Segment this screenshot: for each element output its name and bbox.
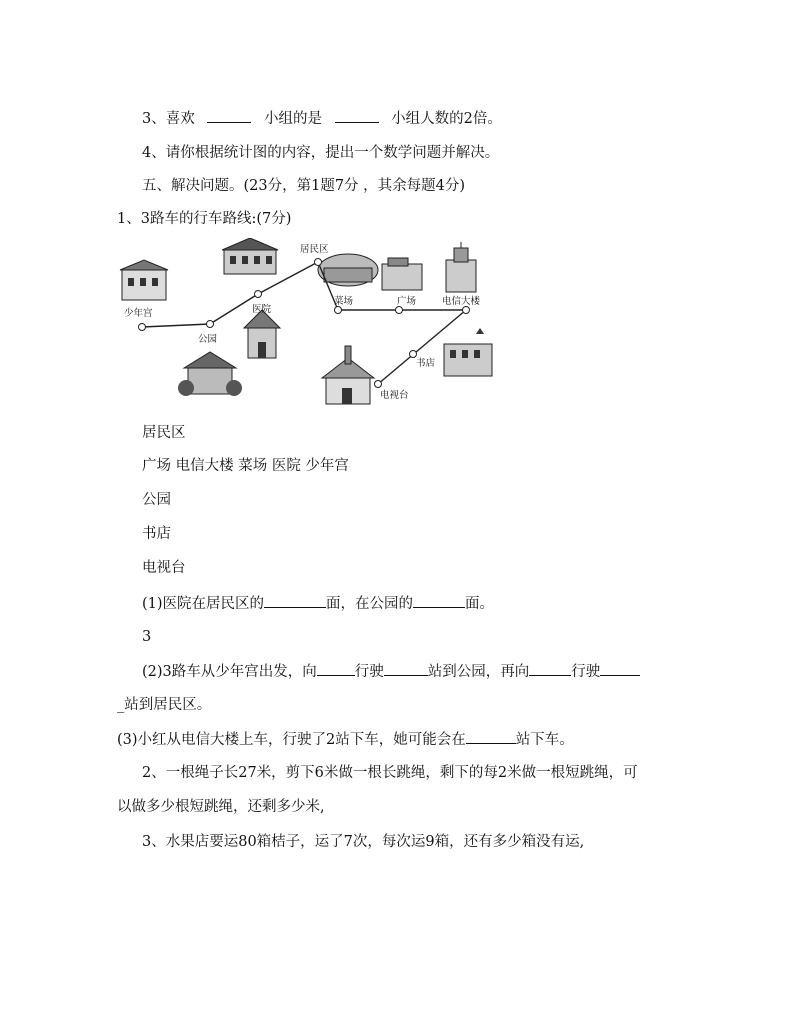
- label-dianxin: 电信大楼: [442, 296, 481, 307]
- stop-jumingqu[interactable]: [315, 259, 322, 266]
- sq3-text-b: 站下车。: [515, 732, 574, 748]
- problem-1-title: 1、3路车的行车路线:(7分): [117, 211, 292, 227]
- sub-question-3: [117, 729, 574, 750]
- label-shudian: 书店: [416, 358, 436, 369]
- sub-question-2-cont: _站到居民区。: [117, 697, 212, 713]
- stop-guangchang[interactable]: [396, 307, 403, 314]
- stop-list-line-2: 广场 电信大楼 菜场 医院 少年宫: [142, 458, 349, 474]
- sq3-text-a: (3)小红从电信大楼上车，行驶了2站下车，她可能会在: [117, 732, 466, 748]
- sq2-text-c: 站到公园，再向: [427, 664, 530, 680]
- label-shaoniangong: 少年宫: [124, 308, 153, 319]
- hospital-building-icon: [244, 310, 280, 358]
- telecom-tower-building-icon: [446, 242, 476, 292]
- sq2-text-d: 行驶: [571, 664, 601, 680]
- question-2-line-2: 以做多少根短跳绳，还剩多少米,: [117, 799, 325, 815]
- stop-dianshitai[interactable]: [375, 381, 382, 388]
- sq2-text-b: 行驶: [354, 664, 384, 680]
- q3-text-a: 3、喜欢: [142, 111, 195, 127]
- sq3-blank-1[interactable]: [466, 729, 516, 744]
- sq2-blank-1[interactable]: [317, 661, 355, 676]
- bus-route-map: [112, 238, 502, 408]
- bookstore-building-icon: [444, 328, 492, 376]
- sq1-blank-2[interactable]: [413, 593, 465, 608]
- residential-building-icon: [222, 238, 278, 274]
- stop-yiyuan[interactable]: [255, 291, 262, 298]
- stop-list-line-5: 电视台: [142, 560, 186, 576]
- stop-shaoniangong[interactable]: [139, 324, 146, 331]
- sq2-blank-3[interactable]: [529, 661, 571, 676]
- sq1-blank-1[interactable]: [264, 593, 326, 608]
- market-building-icon: [318, 254, 378, 286]
- sq2-text-a: (2)3路车从少年宫出发，向: [142, 664, 317, 680]
- question-2-line-1: 2、一根绳子长27米，剪下6米做一根长跳绳，剩下的每2米做一根短跳绳，可: [142, 765, 638, 781]
- q3-text-b: 小组的是: [263, 111, 322, 127]
- stop-list-line-4: 书店: [142, 526, 171, 542]
- q3-blank-1[interactable]: [207, 108, 251, 123]
- sq2-blank-2[interactable]: [384, 661, 428, 676]
- stray-number: 3: [142, 629, 152, 645]
- park-building-icon: [178, 352, 242, 396]
- label-yiyuan: 医院: [252, 304, 272, 315]
- q3-text-c: 小组人数的2倍。: [391, 111, 502, 127]
- tv-station-building-icon: [322, 346, 374, 404]
- square-building-icon: [382, 258, 422, 290]
- stop-dianxin[interactable]: [463, 307, 470, 314]
- sq1-text-c: 面。: [465, 596, 495, 612]
- youth-palace-building-icon: [120, 260, 168, 300]
- label-dianshitai: 电视台: [380, 390, 409, 401]
- sq1-text-a: (1)医院在居民区的: [142, 596, 265, 612]
- sub-question-2: [142, 661, 640, 682]
- q3-blank-2[interactable]: [335, 108, 379, 123]
- stop-list-line-3: 公园: [142, 492, 171, 508]
- question-4-line: 4、请你根据统计图的内容，提出一个数学问题并解决。: [142, 145, 500, 161]
- label-gongyuan: 公园: [198, 334, 218, 345]
- sq1-text-b: 面，在公园的: [326, 596, 414, 612]
- stop-gongyuan[interactable]: [207, 321, 214, 328]
- stop-list-line-1: 居民区: [142, 425, 186, 441]
- sq2-blank-4[interactable]: [600, 661, 640, 676]
- sub-question-1: [142, 593, 494, 614]
- question-3b-line: 3、水果店要运80箱桔子，运了7次，每次运9箱，还有多少箱没有运,: [142, 834, 585, 850]
- section-5-heading: 五、解决问题。(23分，第1题7分 ，其余每题4分): [142, 178, 466, 194]
- label-caichang: 菜场: [334, 296, 354, 307]
- question-3-line: [142, 108, 502, 129]
- stop-shudian[interactable]: [410, 351, 417, 358]
- stop-caichang[interactable]: [335, 307, 342, 314]
- label-jumingqu: 居民区: [300, 244, 329, 255]
- label-guangchang: 广场: [397, 296, 417, 307]
